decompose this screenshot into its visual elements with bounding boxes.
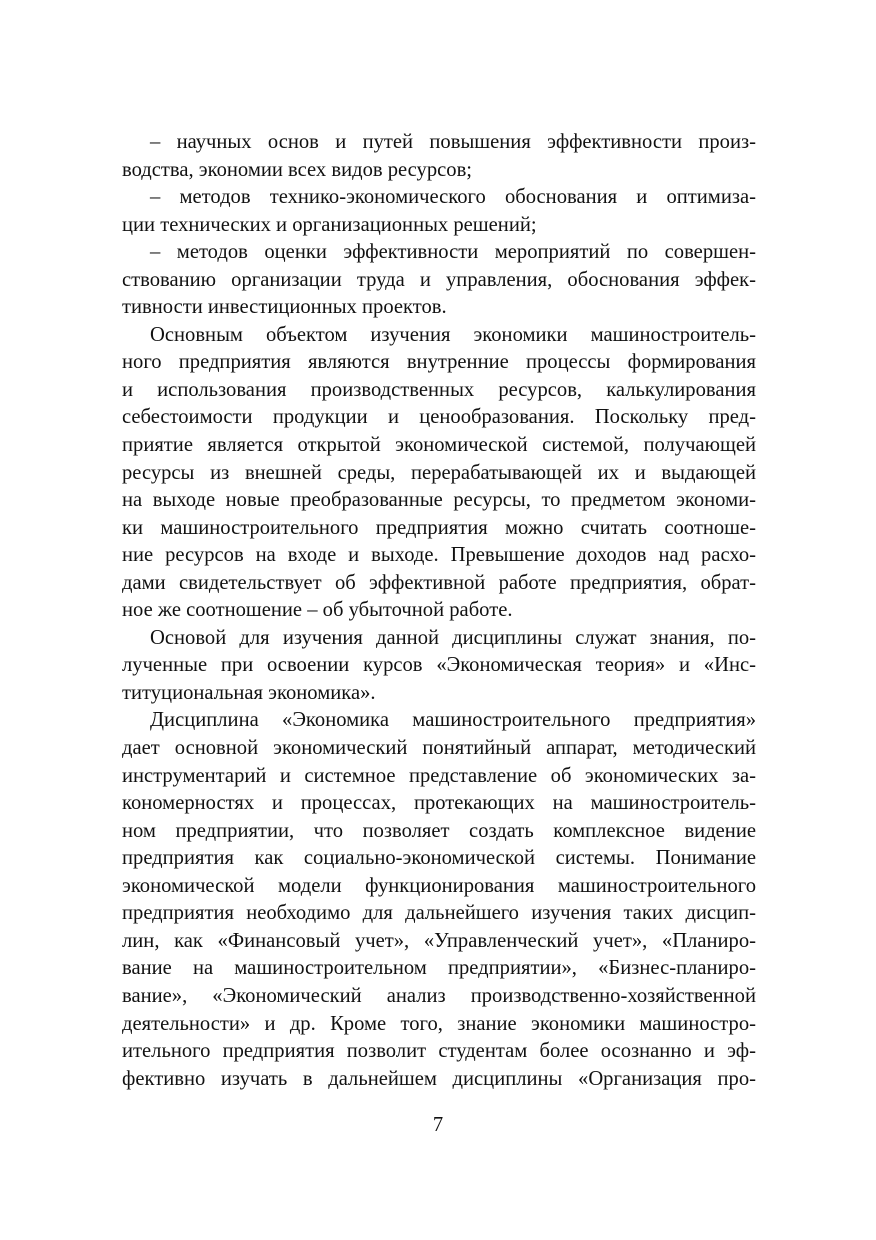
text-line: предприятия как социально-экономической системы. Понимание	[122, 847, 756, 870]
paragraph	[122, 707, 756, 1093]
text-line: ресурсы из внешней среды, перерабатывающей их и выдающей	[122, 461, 756, 484]
text-line: – научных основ и путей повышения эффективности произ-	[150, 131, 756, 153]
text-line: дами свидетельствует об эффективной работе предприятия, обрат-	[122, 571, 756, 594]
page-number: 7	[432, 1114, 444, 1136]
text-line: – методов технико-экономического обоснования и оптимиза-	[150, 186, 756, 209]
paragraph	[122, 625, 756, 708]
text-line: ции технических и организационных решений;	[122, 213, 537, 236]
text-line: вание на машиностроительном предприятии», «Бизнес-планиро-	[122, 957, 756, 980]
text-line: инструментарий и системное представление об экономических за-	[122, 764, 756, 787]
text-line: тивности инвестиционных проектов.	[122, 296, 447, 319]
text-line: кономерностях и процессах, протекающих на машиностроитель-	[122, 792, 756, 815]
text-line: – методов оценки эффективности мероприятий по совершен-	[150, 241, 756, 264]
text-line: и использования производственных ресурсов, калькулирования	[122, 378, 756, 401]
text-line: лин, как «Финансовый учет», «Управленческий учет», «Планиро-	[122, 929, 756, 952]
text-line: ствованию организации труда и управления, обоснования эффек-	[122, 268, 756, 291]
paragraph	[122, 184, 756, 239]
page-body	[122, 129, 756, 1093]
text-line: себестоимости продукции и ценообразования. Поскольку пред-	[122, 406, 756, 429]
paragraph	[122, 129, 756, 184]
text-line: предприятия необходимо для дальнейшего изучения таких дисцип-	[122, 902, 756, 925]
text-line: ного предприятия являются внутренние процессы формирования	[122, 351, 756, 374]
text-line: деятельности» и др. Кроме того, знание экономики машиностро-	[122, 1012, 756, 1035]
text-line: на выходе новые преобразованные ресурсы, то предметом экономи-	[122, 489, 756, 512]
text-line: ное же соотношение – об убыточной работе.	[122, 599, 513, 622]
text-line: ном предприятии, что позволяет создать комплексное видение	[122, 819, 756, 842]
text-line: титуциональная экономика».	[122, 681, 376, 704]
paragraph	[122, 239, 756, 322]
text-line: водства, экономии всех видов ресурсов;	[122, 158, 473, 181]
text-line: экономической модели функционирования машиностроительного	[122, 874, 756, 897]
text-line: фективно изучать в дальнейшем дисциплины «Организация про-	[122, 1067, 756, 1090]
text-line: дает основной экономический понятийный аппарат, методический	[122, 737, 756, 760]
text-line: Основным объектом изучения экономики машиностроитель-	[150, 323, 756, 346]
text-line: вание», «Экономический анализ производственно-хозяйственной	[122, 984, 756, 1007]
text-line: Основой для изучения данной дисциплины служат знания, по-	[150, 626, 756, 649]
text-line: Дисциплина «Экономика машиностроительного предприятия»	[150, 709, 756, 732]
text-line: лученные при освоении курсов «Экономическая теория» и «Инс-	[122, 654, 756, 677]
text-line: ительного предприятия позволит студентам более осознанно и эф-	[122, 1040, 756, 1063]
text-line: приятие является открытой экономической системой, получающей	[122, 434, 756, 457]
paragraph	[122, 322, 756, 625]
text-line: ние ресурсов на входе и выходе. Превышение доходов над расхо-	[122, 544, 756, 567]
text-line: ки машиностроительного предприятия можно считать соотноше-	[122, 516, 756, 539]
